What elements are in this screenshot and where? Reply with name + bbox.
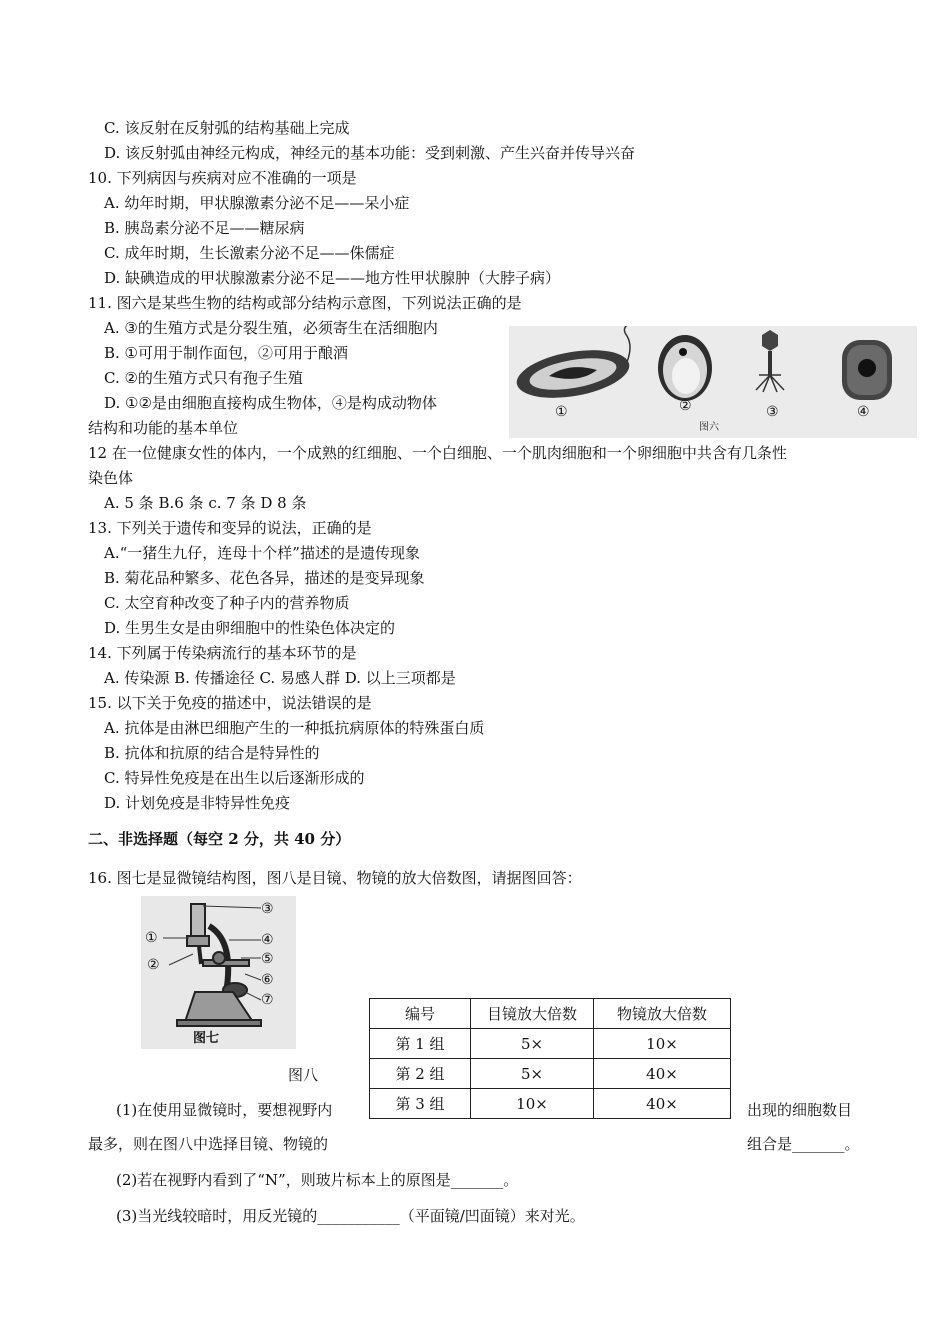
q11-option-c: C. ②的生殖方式只有孢子生殖 (104, 369, 303, 387)
q11-stem: 11. 图六是某些生物的结构或部分结构示意图，下列说法正确的是 (88, 294, 522, 312)
q11-option-d: D. ①②是由细胞直接构成生物体，④是构成动物体 (104, 394, 437, 412)
fig6-label-4: ④ (857, 404, 870, 420)
q11-option-b: B. ①可用于制作面包，②可用于酿酒 (104, 344, 349, 362)
table-cell: 5× (471, 1059, 594, 1089)
fig7-label-2: ② (147, 957, 160, 973)
q13-option-c: C. 太空育种改变了种子内的营养物质 (104, 594, 350, 612)
fig6-label-1: ① (555, 404, 568, 420)
q11-option-a: A. ③的生殖方式是分裂生殖，必须寄生在活细胞内 (104, 319, 438, 337)
q12-stem-cont: 染色体 (88, 469, 134, 487)
table-cell: 10× (594, 1029, 731, 1059)
q16-part2: (2)若在视野内看到了“N”，则玻片标本上的原图是_______。 (116, 1171, 519, 1189)
fig6-label-3: ③ (766, 404, 779, 420)
table-cell: 40× (594, 1059, 731, 1089)
animal-cell-icon (842, 340, 892, 400)
q13-option-d: D. 生男生女是由卵细胞中的性染色体决定的 (104, 619, 396, 637)
q10-stem: 10. 下列病因与疾病对应不准确的一项是 (88, 169, 357, 187)
table-cell: 第 2 组 (370, 1059, 471, 1089)
table-cell: 5× (471, 1029, 594, 1059)
q12-stem: 12 在一位健康女性的体内，一个成熟的红细胞、一个白细胞、一个肌肉细胞和一个卵细胞中共含有几条性 (88, 444, 787, 462)
q10-option-b: B. 胰岛素分泌不足——糖尿病 (104, 219, 305, 237)
q16-part1-a: (1)在使用显微镜时，要想视野内 (116, 1101, 333, 1119)
q15-option-b: B. 抗体和抗原的结合是特异性的 (104, 744, 320, 762)
q16-part1-d: 组合是_______。 (747, 1135, 860, 1153)
q14-stem: 14. 下列属于传染病流行的基本环节的是 (88, 644, 357, 662)
q15-option-c: C. 特异性免疫是在出生以后逐渐形成的 (104, 769, 365, 787)
table-header: 编号 (370, 999, 471, 1029)
fig8-caption: 图八 (288, 1066, 319, 1084)
q9-option-c: C. 该反射在反射弧的结构基础上完成 (104, 119, 350, 137)
q10-option-c: C. 成年时期，生长激素分泌不足——侏儒症 (104, 244, 395, 262)
table-cell: 第 3 组 (370, 1089, 471, 1119)
q14-options: A. 传染源 B. 传播途径 C. 易感人群 D. 以上三项都是 (104, 669, 456, 687)
q13-stem: 13. 下列关于遗传和变异的说法，正确的是 (88, 519, 372, 537)
fig7-label-3: ③ (261, 901, 274, 917)
q16-part3: (3)当光线较暗时，用反光镜的___________（平面镜/凹面镜）来对光。 (116, 1207, 585, 1225)
figure-8-table (369, 998, 731, 1119)
section-2-heading: 二、非选择题（每空 2 分，共 40 分） (88, 830, 351, 848)
fig7-label-6: ⑥ (261, 972, 274, 988)
fig7-label-4: ④ (261, 932, 274, 948)
q15-option-d: D. 计划免疫是非特异性免疫 (104, 794, 291, 812)
fig6-label-2: ② (679, 398, 692, 414)
fig7-label-5: ⑤ (261, 951, 274, 967)
q9-option-d: D. 该反射弧由神经元构成，神经元的基本功能：受到刺激、产生兴奋并传导兴奋 (104, 144, 636, 162)
q10-option-a: A. 幼年时期，甲状腺激素分泌不足——呆小症 (104, 194, 410, 212)
table-row (370, 1089, 731, 1119)
q16-stem: 16. 图七是显微镜结构图，图八是目镜、物镜的放大倍数图，请据图回答： (88, 869, 582, 887)
q12-options: A. 5 条 B.6 条 c. 7 条 D 8 条 (104, 494, 307, 512)
table-cell: 40× (594, 1089, 731, 1119)
q11-option-d-cont: 结构和功能的基本单位 (88, 419, 239, 437)
q16-part1-c: 最多，则在图八中选择目镜、物镜的 (88, 1135, 329, 1153)
figure-6 (509, 326, 917, 438)
table-row (370, 1029, 731, 1059)
fig7-label-7: ⑦ (261, 992, 274, 1008)
q13-option-a: A.“一猪生九仔，连母十个样”描述的是遗传现象 (104, 544, 420, 562)
q10-option-d: D. 缺碘造成的甲状腺激素分泌不足——地方性甲状腺肿（大脖子病） (104, 269, 561, 287)
table-header: 目镜放大倍数 (471, 999, 594, 1029)
q15-option-a: A. 抗体是由淋巴细胞产生的一种抵抗病原体的特殊蛋白质 (104, 719, 485, 737)
table-cell: 10× (471, 1089, 594, 1119)
fig6-caption: 图六 (699, 422, 719, 433)
yeast-cell-icon (658, 335, 712, 401)
fig7-label-1: ① (145, 930, 158, 946)
fig7-caption: 图七 (193, 1031, 220, 1046)
table-header-row (370, 999, 731, 1029)
q15-stem: 15. 以下关于免疫的描述中，说法错误的是 (88, 694, 372, 712)
q16-part1-b: 出现的细胞数目 (747, 1101, 853, 1119)
table-cell: 第 1 组 (370, 1029, 471, 1059)
table-row (370, 1059, 731, 1089)
figure-7 (141, 896, 296, 1049)
table-header: 物镜放大倍数 (594, 999, 731, 1029)
q13-option-b: B. 菊花品种繁多、花色各异，描述的是变异现象 (104, 569, 425, 587)
